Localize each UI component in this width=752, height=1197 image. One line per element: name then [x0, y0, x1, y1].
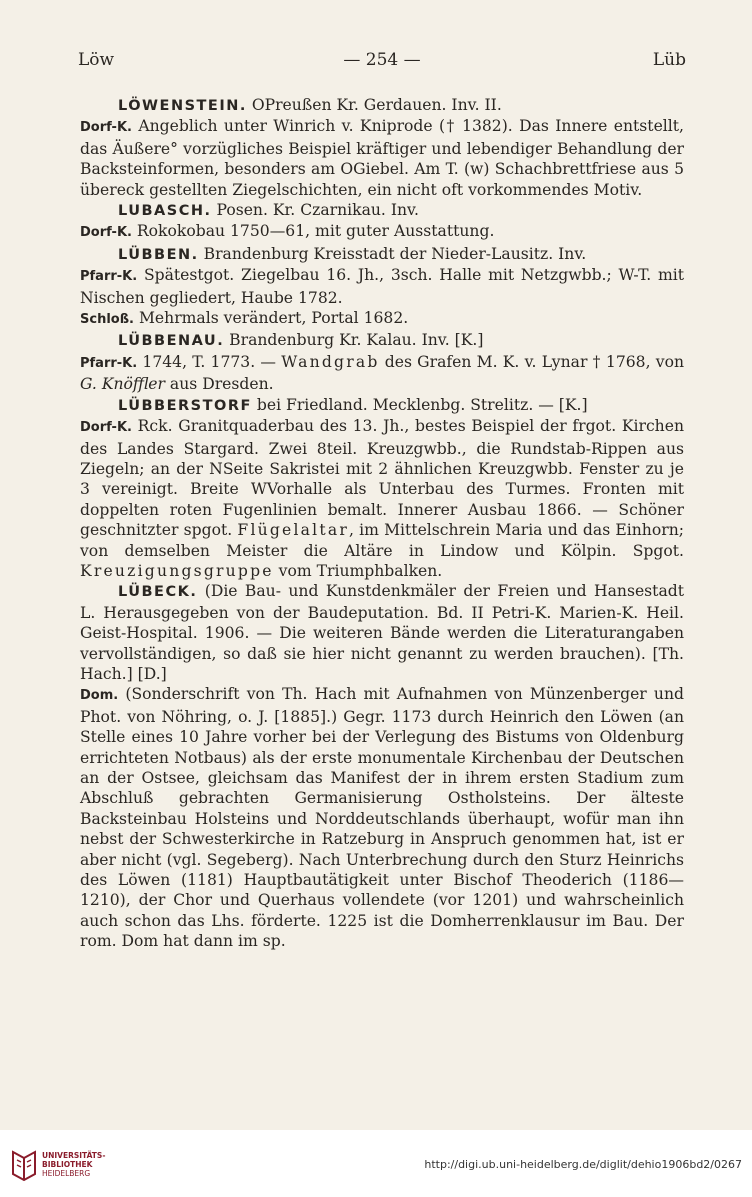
sub-entry [80, 352, 684, 395]
sub-entry-text: Spätestgot. Ziegelbau 16. Jh., 3sch. Halle mit Netzgwbb.; W-T. mit Nischen gegliedert, Haube 1782. [80, 266, 684, 307]
entry-text: bei Friedland. Mecklenbg. Strelitz. — [K.] [251, 395, 588, 414]
viewer-footer [0, 1130, 752, 1197]
sub-entry-text: aus Dresden. [164, 375, 274, 394]
entry-text: OPreußen Kr. Gerdauen. Inv. II. [246, 96, 502, 114]
sub-entry-label: Dorf-K. [80, 120, 132, 136]
entry-luebben [80, 244, 684, 265]
entry-lubasch [80, 200, 684, 221]
running-header [78, 50, 686, 74]
sub-entry-text: 1744, T. 1773. — [137, 352, 282, 371]
sub-entry-text: Rokokobau 1750—61, mit guter Ausstattung. [131, 222, 495, 241]
sub-entry-text: Mehrmals verändert, Portal 1682. [134, 309, 409, 328]
library-logo-icon [10, 1149, 38, 1183]
sub-entry [80, 416, 684, 581]
entry-headword: LÖWENSTEIN. [118, 98, 247, 114]
header-left-keyword: Löw [78, 50, 115, 70]
entry-headword: LUBASCH. [118, 203, 212, 220]
entry-luebberstorf [80, 395, 684, 416]
spaced-term: Flügelaltar [237, 521, 349, 540]
entry-text: Brandenburg Kreisstadt der Nieder-Lausitz. Inv. [198, 244, 587, 263]
sub-entry [80, 308, 684, 330]
sub-entry-label: Dorf-K. [80, 225, 132, 241]
university-library-logo[interactable] [10, 1147, 130, 1187]
artist-name: G. Knöffler [80, 375, 165, 394]
entry-headword: LÜBBEN. [118, 246, 199, 263]
sub-entry [80, 684, 684, 951]
sub-entry-text: Rck. Granitquaderbau des 13. Jh., bestes Beispiel der frgot. Kirchen des Landes Stargard. Zwei 8teil. Kreuzgwbb., die Rundstab-Rippen aus Ziegeln; an der NSeite Sakristei mit 2 ähnlichen Kreuzgwbb. Fenster zu je 3 vereinigt. Breite WVorhalle als Unterbau des Turmes. Fronten mit doppelten roten Fugenlinien bemalt. Innerer Ausbau 1866. — Schöner geschnitzter spgot. [80, 417, 684, 540]
sub-entry-label: Pfarr-K. [80, 355, 138, 371]
entry-headword: LÜBBERSTORF [118, 397, 252, 414]
sub-entry-text: des Grafen M. K. v. Lynar † 1768, von [379, 352, 684, 371]
logo-text [42, 1151, 105, 1178]
sub-entry [80, 221, 684, 243]
sub-entry-text: Angeblich unter Winrich v. Kniprode († 1382). Das Innere entstellt, das Äußere° vorzügliches Beispiel kräftiger und lebendiger Behandlung der Backsteinformen, besonders am OGiebel. Am T. (w) Schachbrettfriese aus 5 übereck gestellten Ziegelschichten, ein nicht oft vorkommendes Motiv. [80, 117, 684, 199]
sub-entry [80, 116, 684, 200]
sub-entry-text: , im Mittelschrein Maria und das Einhorn; von demselben Meister die Altäre in Lindow und Kölpin. Spgot. [80, 521, 684, 560]
entry-text: (Die Bau- und Kunstdenkmäler der Freien und Hansestadt L. Herausgegeben von der Baudeputation. Bd. II Petri-K. Marien-K. Heil. Geist-Hospital. 1906. — Die weiteren Bände werden die Literaturangaben vervollständigen, so daß sie hier nicht genannt zu werden brauchen). [Th. Hach.] [D.] [80, 582, 684, 683]
entry-luebbenau [80, 330, 684, 351]
sub-entry-text: vom Triumphbalken. [273, 561, 443, 580]
logo-line: BIBLIOTHEK [42, 1160, 93, 1169]
permalink-url[interactable]: http://digi.ub.uni-heidelberg.de/diglit/dehio1906bd2/0267 [424, 1158, 742, 1171]
header-right-keyword: Lüb [652, 50, 686, 70]
entry-headword: LÜBBENAU. [118, 333, 225, 350]
sub-entry-label: Dorf-K. [80, 420, 132, 436]
page-number: — 254 — [343, 50, 421, 70]
sub-entry [80, 265, 684, 308]
sub-entry-label: Dom. [80, 688, 119, 704]
logo-line: UNIVERSITÄTS- [42, 1151, 106, 1160]
entry-headword: LÜBECK. [118, 584, 198, 601]
body-text [80, 95, 684, 952]
logo-line: HEIDELBERG [42, 1169, 91, 1178]
entry-text: Brandenburg Kr. Kalau. Inv. [K.] [224, 331, 484, 350]
entry-luebeck [80, 581, 684, 684]
entry-text: Posen. Kr. Czarnikau. Inv. [211, 201, 419, 220]
sub-entry-label: Schloß. [80, 312, 134, 328]
spaced-term: Wandgrab [281, 352, 380, 371]
spaced-term: Kreuzigungsgruppe [80, 561, 274, 580]
entry-loewenstein [80, 95, 684, 116]
sub-entry-text: (Sonderschrift von Th. Hach mit Aufnahmen von Münzenberger und Phot. von Nöhring, o. J. [1885].) Gegr. 1173 durch Heinrich den Löwen (an Stelle eines 10 Jahre vorher bei der Verlegung des Bistums von Oldenburg errichteten Notbaus) als der erste monumentale Kirchenbau der Deutschen an der Ostsee, gleichsam das Manifest der in ihrem ersten Stadium zum Abschluß gebrachten Germanisierung Ostholsteins. Der älteste Backsteinbau Holsteins und Norddeutschlands überhaupt, wofür man ihn nebst der Schwesterkirche in Ratzeburg in Anspruch genommen hat, ist er aber nicht (vgl. Segeberg). Nach Unterbrechung durch den Sturz Heinrichs des Löwen (1181) Hauptbautätigkeit unter Bischof Theoderich (1186—1210), der Chor und Querhaus vollendete (vor 1201) und wahrscheinlich auch schon das Lhs. förderte. 1225 ist die Domherrenklausur im Bau. Der rom. Dom hat dann im sp. [80, 685, 684, 951]
sub-entry-label: Pfarr-K. [80, 269, 138, 285]
